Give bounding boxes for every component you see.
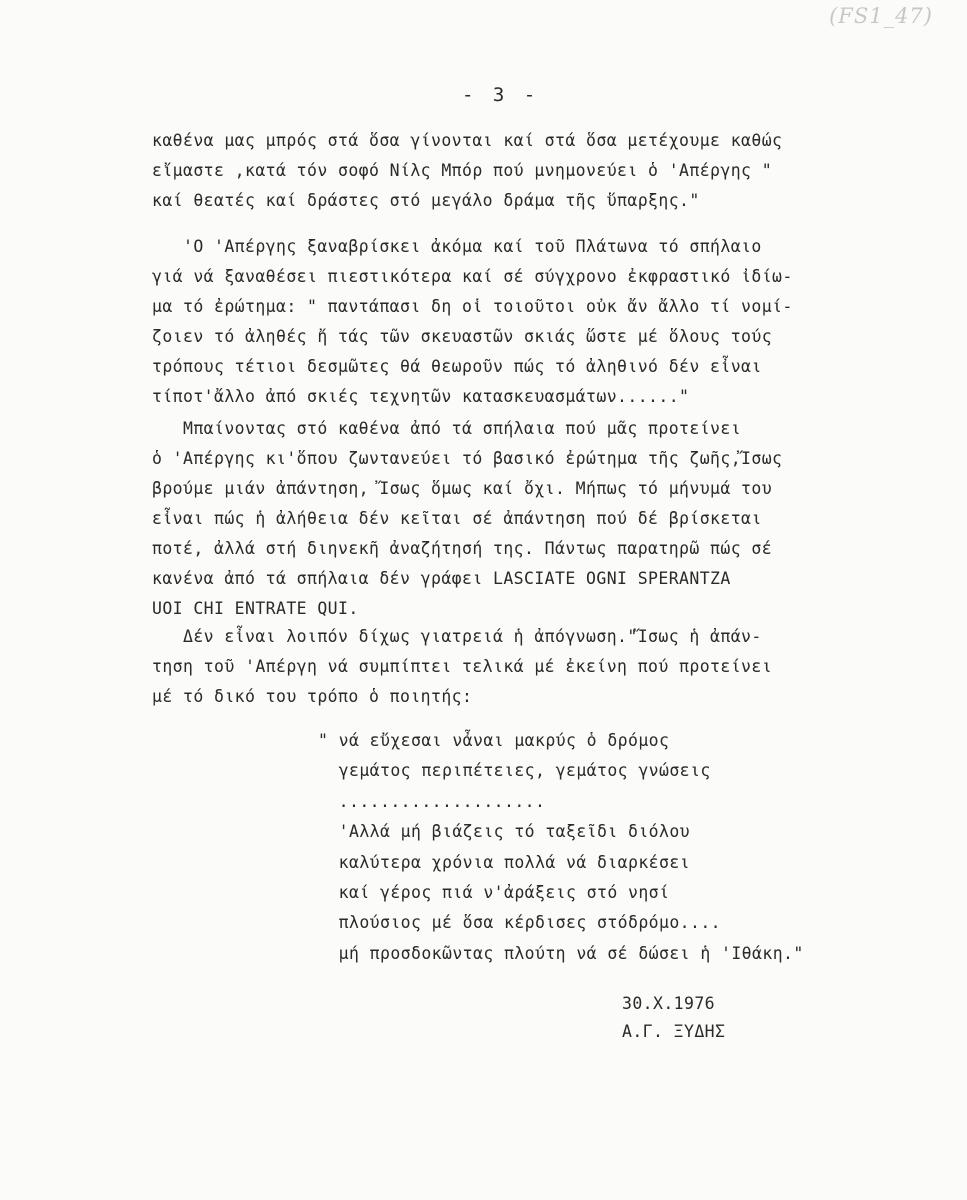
poem-line: καί γέρος πιά ν'ἀράξεις στό νησί: [318, 882, 670, 902]
text-line: UOI CHI ENTRATE QUI.: [152, 599, 359, 618]
text-line: μα τό ἐρώτημα: " παντάπασι δη οἱ τοιοῦτοι οὐκ ἄν ἄλλο τί νομί-: [152, 297, 793, 316]
text-line: 'Ο 'Απέργης ξαναβρίσκει ἀκόμα καί τοῦ Πλάτωνα τό σπήλαιο: [152, 237, 762, 256]
text-line: Δέν εἶναι λοιπόν δίχως γιατρειά ἡ ἀπόγνωση."Ἴσως ἡ ἀπάν-: [152, 627, 762, 646]
text-line: τηση τοῦ 'Απέργη νά συμπίπτει τελικά μέ ἐκείνη πού προτείνει: [152, 657, 773, 676]
text-line: τρόπους τέτιοι δεσμῶτες θά θεωροῦν πώς τό ἀληθινό δέν εἶναι: [152, 357, 762, 376]
poem-line: γεμάτος περιπέτειες, γεμάτος γνώσεις: [318, 761, 711, 781]
paragraph-1: [152, 126, 892, 216]
text-line: βρούμε μιάν ἀπάντηση, Ἴσως ὅμως καί ὄχι. Μήπως τό μήνυμά του: [152, 479, 773, 498]
text-line: εἴμαστε ,κατά τόν σοφό Νίλς Μπόρ πού μνημονεύει ὁ 'Απέργης ": [152, 161, 773, 180]
text-line: ὁ 'Απέργης κι'ὅπου ζωντανεύει τό βασικό ἐρώτημα τῆς ζωῆς,Ἴσως: [152, 449, 783, 468]
poem-line: ....................: [318, 791, 546, 811]
text-line: γιά νά ξαναθέσει πιεστικότερα καί σέ σύγχρονο ἐκφραστικό ἰδίω-: [152, 267, 793, 286]
poem-line: " νά εὔχεσαι νἆναι μακρύς ὁ δρόμος: [318, 731, 670, 750]
text-line: ποτέ, ἀλλά στή διηνεκῆ ἀναζήτησή της. Πάντως παρατηρῶ πώς σέ: [152, 539, 773, 558]
poem-line: μή προσδοκῶντας πλούτη νά σέ δώσει ἡ 'Ιθάκη.": [318, 943, 804, 963]
archive-note: (FS1_47): [829, 4, 933, 28]
text-line: τίποτ'ἄλλο ἀπό σκιές τεχνητῶν κατασκευασμάτων......": [152, 387, 690, 406]
poem-line: πλούσιος μέ ὅσα κέρδισες στόδρόμο....: [318, 913, 722, 933]
paragraph-3: [152, 414, 892, 624]
text-line: Μπαίνοντας στό καθένα ἀπό τά σπήλαια πού μᾶς προτείνει: [152, 419, 742, 438]
poem-line: καλύτερα χρόνια πολλά νά διαρκέσει: [318, 852, 691, 872]
text-line: εἶναι πώς ἡ ἀλήθεια δέν κεῖται σέ ἀπάντηση πού δέ βρίσκεται: [152, 509, 762, 528]
text-line: ζοιεν τό ἀληθές ἤ τάς τῶν σκευαστῶν σκιάς ὥστε μέ ὅλους τούς: [152, 327, 773, 346]
poem-line: 'Αλλά μή βιάζεις τό ταξεῖδι διόλου: [318, 822, 691, 842]
paragraph-4: [152, 622, 892, 712]
signature-block: [622, 990, 725, 1046]
paragraph-2: [152, 232, 892, 412]
text-line: κανένα ἀπό τά σπήλαια δέν γράφει LASCIATE OGNI SPERANTZA: [152, 569, 731, 588]
signature-name: Α.Γ. ΞΥΔΗΣ: [622, 1022, 726, 1041]
signature-date: 30.Χ.1976: [622, 994, 716, 1013]
text-line: καί θεατές καί δράστες στό μεγάλο δράμα τῆς ὕπαρξης.": [152, 191, 700, 210]
text-line: μέ τό δικό του τρόπο ὁ ποιητής:: [152, 687, 473, 706]
poem-quote: [318, 726, 898, 969]
page-number: - 3 -: [462, 84, 540, 106]
text-line: καθένα μας μπρός στά ὅσα γίνονται καί στά ὅσα μετέχουμε καθώς: [152, 131, 783, 150]
